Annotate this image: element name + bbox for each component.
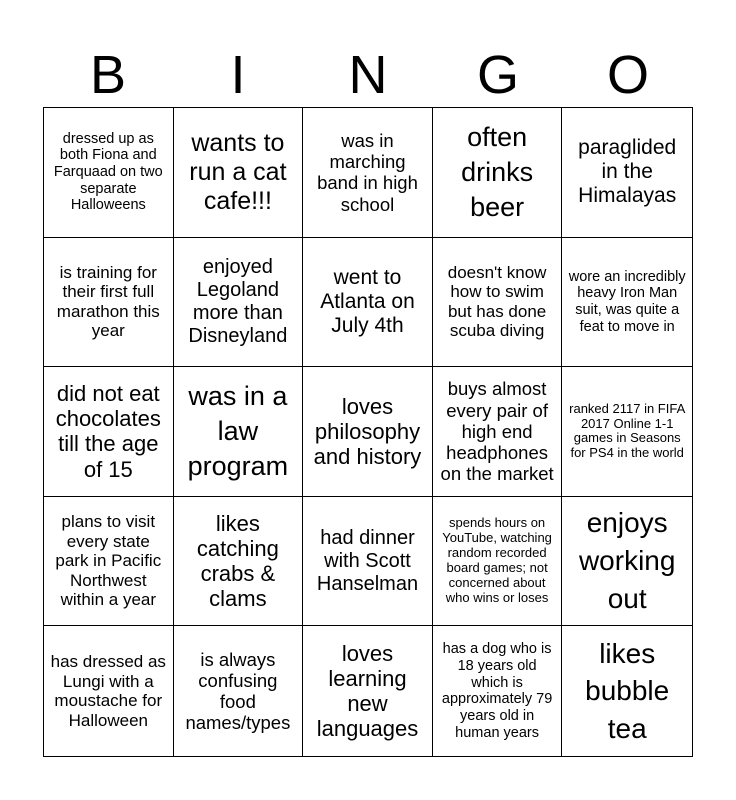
bingo-cell[interactable]: often drinks beer [433,108,563,238]
bingo-cell[interactable]: is training for their first full marathon this year [44,238,174,368]
bingo-header [43,44,693,106]
header-letter-g: G [476,45,519,105]
bingo-cell[interactable]: loves learning new languages [303,626,433,756]
header-letter-n: N [348,45,388,105]
bingo-cell[interactable]: doesn't know how to swim but has done scuba diving [433,238,563,368]
bingo-cell[interactable]: buys almost every pair of high end headphones on the market [433,367,563,497]
bingo-cell[interactable]: likes bubble tea [585,637,670,745]
bingo-cell[interactable]: spends hours on YouTube, watching random recorded board games; not concerned about who wins or loses [433,497,563,627]
bingo-cell[interactable]: wants to run a cat cafe!!! [174,108,304,238]
bingo-cell[interactable]: paraglided in the Himalayas [562,108,692,238]
bingo-cell[interactable]: is always confusing food names/types [174,626,304,756]
bingo-cell[interactable]: wore an incredibly heavy Iron Man suit, was quite a feat to move in [562,238,692,368]
bingo-cell[interactable]: had dinner with Scott Hanselman [303,497,433,627]
bingo-cell[interactable]: has dressed as Lungi with a moustache for Halloween [44,626,174,756]
header-letter-b: B [89,45,127,105]
bingo-cell[interactable]: dressed up as both Fiona and Farquaad on two separate Halloweens [44,108,174,238]
bingo-cell[interactable]: enjoys working out [562,497,692,627]
bingo-cell[interactable]: likes catching crabs & clams [174,497,304,627]
bingo-cell[interactable]: enjoyed Legoland more than Disneyland [174,238,304,368]
bingo-cell[interactable]: loves philosophy and history [303,367,433,497]
bingo-cell[interactable]: plans to visit every state park in Pacific Northwest within a year [44,497,174,627]
bingo-board [43,107,693,757]
bingo-cell[interactable]: did not eat chocolates till the age of 15 [44,367,174,497]
bingo-cell[interactable]: has a dog who is 18 years old which is approximately 79 years old in human years [433,626,563,756]
bingo-cell[interactable]: was in a law program [174,367,304,497]
bingo-cell[interactable]: was in marching band in high school [303,108,433,238]
bingo-cell[interactable]: ranked 2117 in FIFA 2017 Online 1-1 games in Seasons for PS4 in the world [562,367,692,497]
bingo-cell[interactable]: went to Atlanta on July 4th [303,238,433,368]
header-letter-o: O [606,45,649,105]
header-letter-i: I [230,45,246,105]
